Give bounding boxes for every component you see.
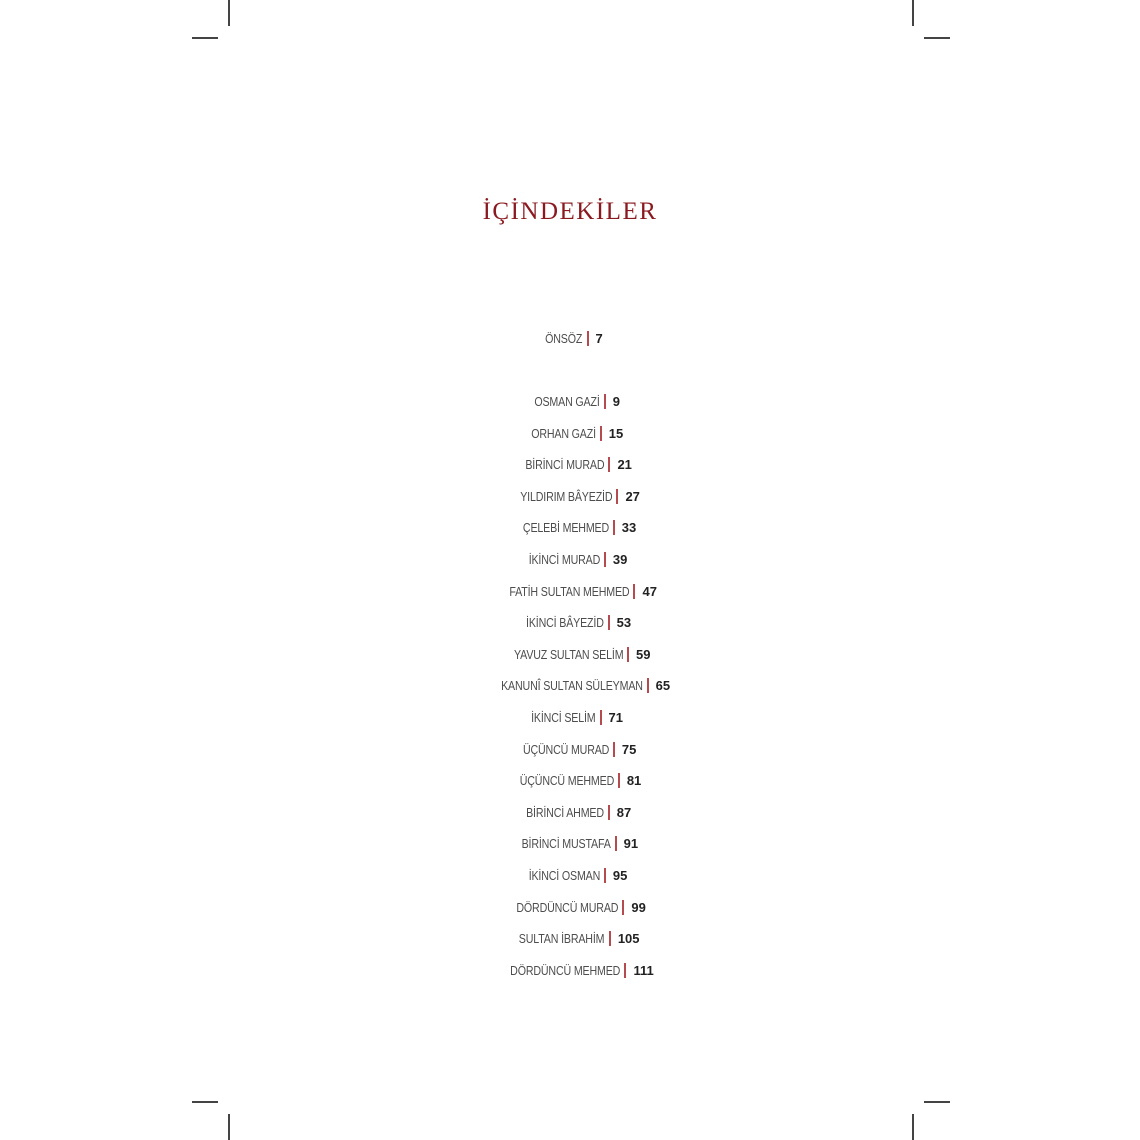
crop-mark-top-left-horizontal bbox=[192, 37, 218, 39]
toc-entry-label: OSMAN GAZİ bbox=[534, 394, 600, 409]
crop-mark-bottom-right-horizontal bbox=[924, 1101, 950, 1103]
toc-entry-page: 99 bbox=[631, 899, 646, 915]
toc-entry-label: ÜÇÜNCÜ MURAD bbox=[522, 741, 609, 757]
toc-entry-label: İKİNCİ SELİM bbox=[531, 709, 596, 725]
toc-separator bbox=[604, 394, 606, 409]
toc-entry-page: 59 bbox=[635, 646, 651, 662]
toc-entry-page: 111 bbox=[633, 962, 654, 978]
toc-separator bbox=[609, 931, 611, 946]
toc-entry-page: 95 bbox=[612, 867, 628, 883]
toc-separator bbox=[647, 678, 649, 693]
toc-entry bbox=[0, 582, 1140, 614]
toc-separator bbox=[600, 710, 602, 725]
toc-entry-label: BİRİNCİ MURAD bbox=[525, 457, 605, 473]
toc-entry bbox=[0, 518, 1140, 550]
toc-separator bbox=[608, 805, 610, 820]
toc-entry-page: 9 bbox=[612, 394, 620, 409]
toc-entry-label: ORHAN GAZİ bbox=[531, 425, 596, 441]
toc-entry-page: 47 bbox=[642, 583, 657, 599]
toc-entry-label: BİRİNCİ AHMED bbox=[525, 804, 604, 820]
toc-separator bbox=[600, 426, 602, 441]
toc-separator bbox=[618, 773, 620, 788]
crop-mark-bottom-left-horizontal bbox=[192, 1101, 218, 1103]
toc-entry-page: 33 bbox=[621, 520, 637, 536]
toc-entry bbox=[0, 708, 1140, 740]
toc-entry bbox=[0, 392, 1140, 424]
toc-entry bbox=[0, 961, 1140, 993]
toc-entry bbox=[0, 613, 1140, 645]
toc-entry-page: 105 bbox=[617, 931, 640, 947]
toc-entry-page: 39 bbox=[612, 551, 628, 567]
toc-entry-label: SULTAN İBRAHİM bbox=[519, 931, 605, 947]
toc-entry bbox=[0, 803, 1140, 835]
toc-separator bbox=[608, 615, 610, 630]
toc-entry-label: İKİNCİ OSMAN bbox=[528, 867, 600, 883]
toc-separator bbox=[613, 742, 615, 757]
toc-entry-label: İKİNCİ MURAD bbox=[528, 551, 600, 567]
toc-entry-page: 81 bbox=[626, 773, 642, 789]
toc-entry bbox=[0, 898, 1140, 930]
toc-separator bbox=[615, 836, 617, 851]
toc-separator bbox=[604, 868, 606, 883]
toc-entry bbox=[0, 645, 1140, 677]
toc-entry bbox=[0, 771, 1140, 803]
toc-entry bbox=[0, 740, 1140, 772]
table-of-contents bbox=[0, 392, 1140, 992]
toc-entry bbox=[0, 424, 1140, 456]
toc-entry-page: 71 bbox=[608, 709, 623, 725]
toc-separator bbox=[613, 520, 615, 535]
toc-entry bbox=[0, 866, 1140, 898]
page-title: İÇİNDEKİLER bbox=[482, 198, 658, 225]
toc-separator bbox=[604, 552, 606, 567]
toc-entry-label: ÖNSÖZ bbox=[545, 331, 583, 346]
toc-entry bbox=[0, 487, 1140, 519]
crop-mark-top-left-vertical bbox=[228, 0, 230, 26]
toc-separator bbox=[622, 900, 624, 915]
toc-entry-page: 53 bbox=[616, 615, 632, 631]
toc-entry-foreword bbox=[0, 329, 1140, 361]
toc-entry-label: BİRİNCİ MUSTAFA bbox=[521, 836, 611, 852]
toc-entry-label: FATİH SULTAN MEHMED bbox=[509, 583, 630, 599]
toc-separator bbox=[608, 457, 610, 472]
toc-separator bbox=[633, 584, 635, 599]
toc-entry-label: ÜÇÜNCÜ MEHMED bbox=[519, 773, 614, 789]
toc-entry-page: 75 bbox=[621, 741, 637, 757]
toc-entry-label: İKİNCİ BÂYEZİD bbox=[525, 615, 604, 631]
toc-entry-page: 91 bbox=[623, 836, 639, 852]
toc-entry-label: DÖRDÜNCÜ MEHMED bbox=[510, 962, 621, 978]
toc-entry bbox=[0, 929, 1140, 961]
toc-entry-label: DÖRDÜNCÜ MURAD bbox=[516, 899, 619, 915]
crop-mark-top-right-horizontal bbox=[924, 37, 950, 39]
toc-entry bbox=[0, 455, 1140, 487]
toc-entry-page: 7 bbox=[595, 331, 603, 346]
crop-mark-bottom-left-vertical bbox=[228, 1114, 230, 1140]
toc-separator bbox=[624, 963, 626, 978]
toc-entry-page: 65 bbox=[655, 678, 671, 694]
toc-separator bbox=[627, 647, 629, 662]
toc-entry-page: 21 bbox=[617, 457, 632, 473]
toc-entry-label: YAVUZ SULTAN SELİM bbox=[513, 646, 623, 662]
toc-entry-label: KANUNÎ SULTAN SÜLEYMAN bbox=[500, 678, 643, 694]
toc-entry-page: 15 bbox=[608, 425, 624, 441]
toc-entry-label: YILDIRIM BÂYEZİD bbox=[520, 488, 613, 504]
toc-entry bbox=[0, 834, 1140, 866]
toc-separator bbox=[616, 489, 618, 504]
toc-entry bbox=[0, 550, 1140, 582]
toc-entry bbox=[0, 676, 1140, 708]
toc-entry-page: 87 bbox=[616, 804, 632, 820]
crop-mark-bottom-right-vertical bbox=[912, 1114, 914, 1140]
crop-mark-top-right-vertical bbox=[912, 0, 914, 26]
toc-separator bbox=[587, 331, 589, 346]
toc-entry-label: ÇELEBİ MEHMED bbox=[522, 520, 609, 536]
toc-entry-page: 27 bbox=[625, 488, 640, 504]
